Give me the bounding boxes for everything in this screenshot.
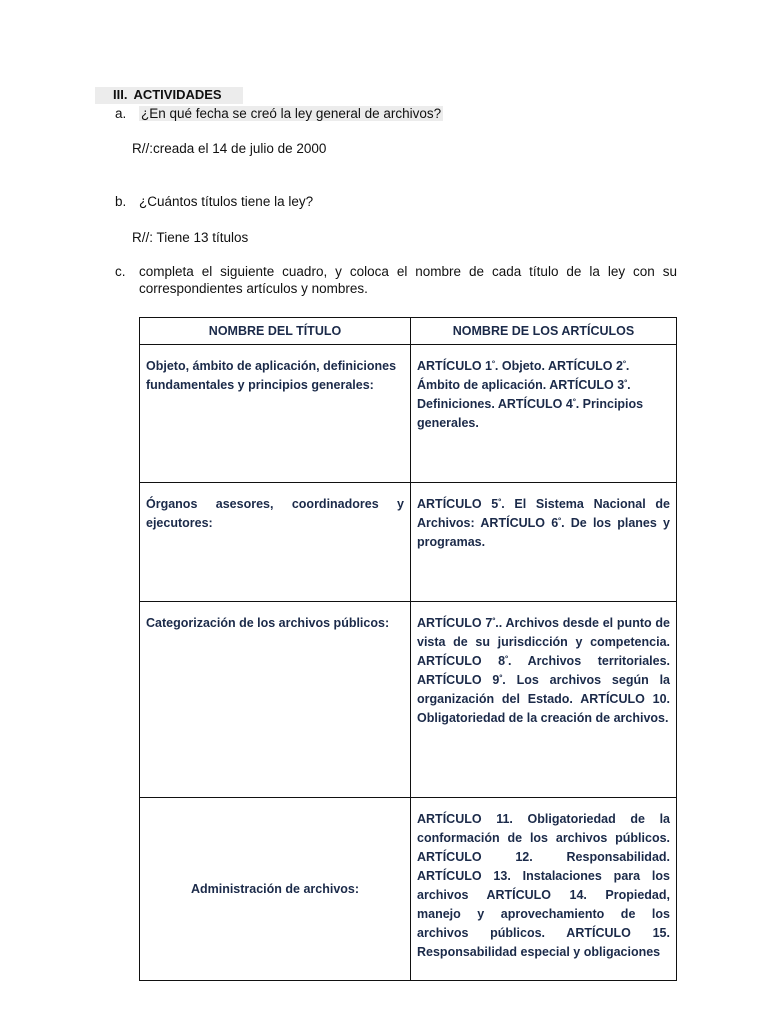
title-cell: Categorización de los archivos públicos: [140, 602, 411, 798]
question-c-text: completa el siguiente cuadro, y coloca el nombre de cada título de la ley con su correspondientes artículos y nombres. [139, 264, 677, 296]
header-articulos: NOMBRE DE LOS ARTÍCULOS [411, 318, 677, 345]
table-header-row [140, 318, 677, 345]
article-item: ARTÍCULO $9^º$. Los archivos según la organización del Estado. [417, 673, 670, 706]
article-item: ARTÍCULO 14. Propiedad, manejo y aprovechamiento de los archivos públicos. [417, 888, 670, 940]
articles-cell [411, 345, 677, 483]
question-b [115, 193, 313, 210]
article-item: ARTÍCULO 15. Responsabilidad especial y obligaciones [417, 926, 670, 959]
articles-cell [411, 798, 677, 981]
table-row [140, 345, 677, 483]
article-item: ARTÍCULO $7^º$.. Archivos desde el punto de vista de su jurisdicción y competencia. [417, 616, 671, 649]
articles-cell [411, 483, 677, 602]
table-row [140, 798, 677, 981]
answer-b: R//: Tiene 13 títulos [132, 230, 249, 245]
question-a-label: a. [115, 106, 127, 121]
question-b-text: ¿Cuántos títulos tiene la ley? [139, 194, 314, 209]
articles-text [417, 497, 670, 549]
title-cell: Objeto, ámbito de aplicación, definiciones fundamentales y principios generales: [140, 345, 411, 483]
article-item: ARTÍCULO $8^º$. Archivos territoriales. [417, 654, 670, 668]
article-item: ARTÍCULO $6^º$. De los planes y programas. [417, 516, 670, 549]
titles-table [139, 317, 677, 981]
section-title: ACTIVIDADES [133, 87, 222, 102]
header-titulo: NOMBRE DEL TÍTULO [140, 318, 411, 345]
section-heading [113, 87, 222, 103]
question-c-label: c. [115, 264, 126, 279]
articles-cell [411, 602, 677, 798]
section-number: III. [113, 87, 128, 102]
articles-text [417, 616, 670, 725]
title-cell: Órganos asesores, coordinadores y ejecutores: [140, 483, 411, 602]
title-cell: Administración de archivos: [140, 798, 411, 981]
article-item: ARTÍCULO $4^º$. Principios generales. [417, 397, 644, 430]
question-b-label: b. [115, 194, 127, 209]
article-item: ARTÍCULO 13. Instalaciones para los archivos [417, 869, 670, 902]
article-item: ARTÍCULO $1^º$. Objeto. [417, 359, 545, 373]
table-row [140, 602, 677, 798]
articles-text [417, 359, 643, 430]
table-row [140, 483, 677, 602]
article-item: ARTÍCULO 11. Obligatoriedad de la conformación de los archivos públicos. [417, 812, 670, 845]
answer-a: R//:creada el 14 de julio de 2000 [132, 141, 327, 156]
question-a-text: ¿En qué fecha se creó la ley general de archivos? [141, 106, 442, 121]
article-item: ARTÍCULO $5^º$. El Sistema Nacional de Archivos: [417, 497, 671, 530]
article-item: ARTÍCULO 10. Obligatoriedad de la creación de archivos. [417, 692, 670, 725]
article-item: ARTÍCULO $2^º$. Ámbito de aplicación. [417, 359, 630, 392]
question-c [115, 263, 677, 297]
question-a [115, 105, 443, 122]
article-item: ARTÍCULO $3^º$. Definiciones. [417, 378, 631, 411]
article-item: ARTÍCULO 12. Responsabilidad. [417, 850, 670, 864]
articles-text [417, 812, 670, 959]
